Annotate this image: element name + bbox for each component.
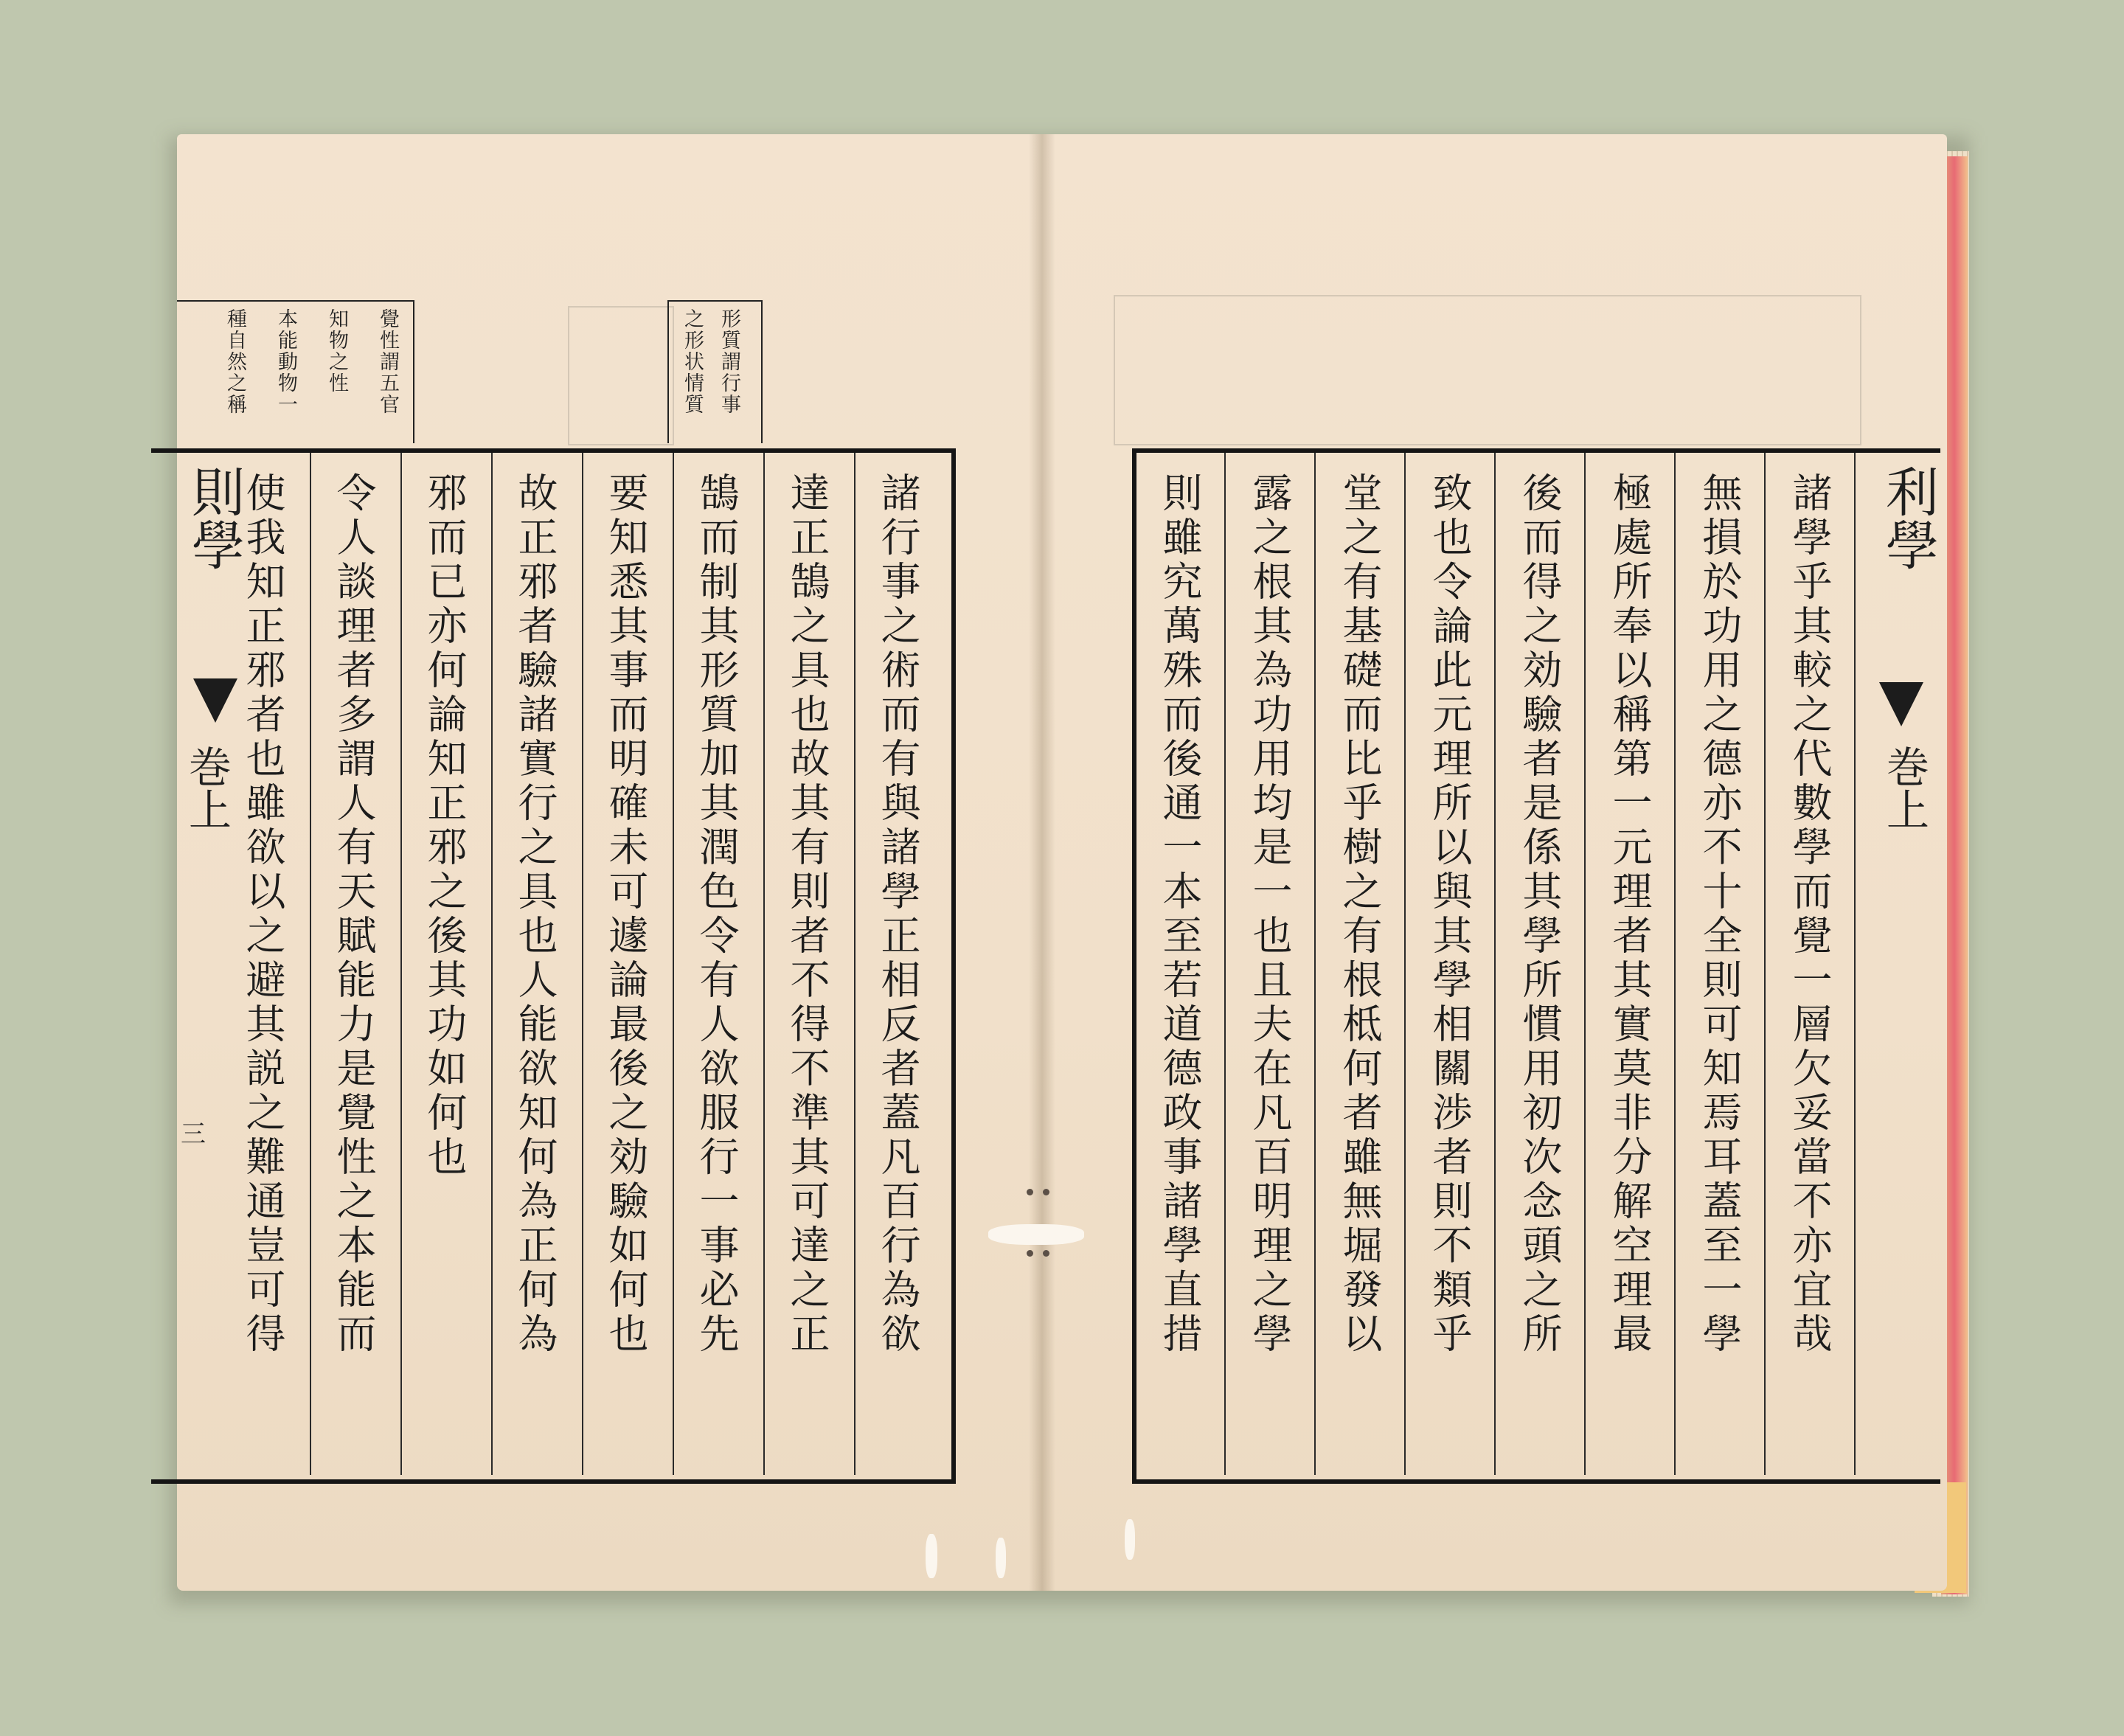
text-column: 露之根其為功用均是一也且夫在凡百明理之學	[1246, 472, 1293, 1357]
column-rule	[310, 453, 311, 1475]
text-column: 極處所奉以稱第一元理者其實莫非分解空理最	[1606, 472, 1653, 1357]
headnote-line: 形質謂行事	[718, 308, 740, 415]
paper-tear	[988, 1224, 1084, 1245]
column-rule	[1314, 453, 1316, 1475]
volume-label-left: 巻上	[181, 745, 232, 830]
page-number: 三	[181, 1119, 206, 1149]
book-gutter	[1029, 134, 1055, 1591]
column-rule	[1584, 453, 1586, 1475]
text-column: 使我知正邪者也雖欲以之避其説之難通豈可得	[240, 472, 286, 1357]
headnote-line: 種自然之稱	[223, 308, 246, 415]
column-rule	[1494, 453, 1496, 1475]
column-rule	[673, 453, 674, 1475]
column-rule	[1404, 453, 1406, 1475]
text-column: 要知悉其事而明確未可遽論最後之効驗如何也	[603, 472, 649, 1357]
headnote-line: 覺性謂五官	[376, 308, 399, 415]
text-column: 諸行事之術而有與諸學正相反者蓋凡百行為欲	[875, 472, 921, 1357]
text-column: 則雖究萬殊而後通一本至若道德政事諸學直措	[1156, 472, 1203, 1357]
paper-tear	[996, 1538, 1006, 1578]
column-rule	[1224, 453, 1226, 1475]
headnote-line: 本能動物一	[274, 308, 297, 415]
bleed-through	[568, 306, 674, 445]
bleed-through	[1114, 295, 1861, 445]
column-rule	[1674, 453, 1676, 1475]
binding-hole	[1043, 1189, 1049, 1195]
text-column: 令人談理者多謂人有天賦能力是覺性之本能而	[330, 472, 377, 1357]
column-rule	[400, 453, 402, 1475]
text-column: 故正邪者驗諸實行之具也人能欲知何為正何為	[512, 472, 558, 1357]
binding-hole	[1027, 1250, 1033, 1257]
column-rule	[1854, 453, 1856, 1475]
column-rule	[582, 453, 583, 1475]
volume-label-right: 巻上	[1879, 745, 1929, 830]
binding-hole	[1027, 1189, 1033, 1195]
text-column: 無損於功用之德亦不十全則可知焉耳蓋至一學	[1696, 472, 1743, 1357]
text-column: 鵠而制其形質加其潤色令有人欲服行一事必先	[693, 472, 740, 1357]
text-column: 諸學乎其較之代數學而覺一層欠妥當不亦宜哉	[1786, 472, 1833, 1357]
column-rule	[491, 453, 493, 1475]
column-rule	[1764, 453, 1766, 1475]
column-rule	[854, 453, 856, 1475]
column-rule	[763, 453, 765, 1475]
text-column: 堂之有基礎而比乎樹之有根柢何者雖無堀發以	[1336, 472, 1383, 1357]
margin-title-right: 利學	[1877, 465, 1939, 571]
text-column: 達正鵠之具也故其有則者不得不準其可達之正	[784, 472, 830, 1357]
text-column: 後而得之効驗者是係其學所慣用初次念頭之所	[1516, 472, 1563, 1357]
headnote-line: 知物之性	[325, 308, 348, 394]
paper-tear	[926, 1534, 937, 1578]
binding-hole	[1043, 1250, 1049, 1257]
text-column: 致也令論此元理所以與其學相關渉者則不類乎	[1426, 472, 1473, 1357]
margin-title-left: 則學	[183, 465, 245, 571]
paper-tear	[1125, 1519, 1135, 1560]
headnote-line: 之形状情質	[681, 308, 704, 415]
text-column: 邪而已亦何論知正邪之後其功如何也	[421, 472, 468, 1180]
